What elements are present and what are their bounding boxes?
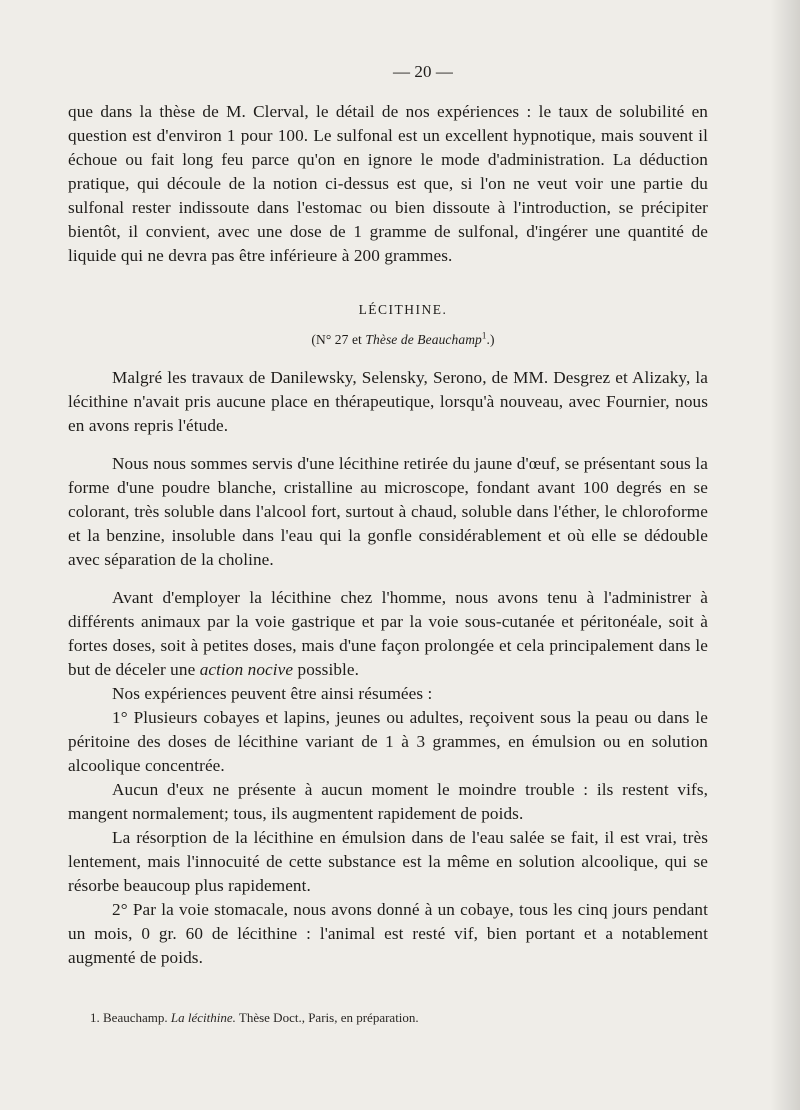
paragraph-intro: Malgré les travaux de Danilewsky, Selensky, Serono, de MM. Desgrez et Alizaky, la lécithine n'avait pris aucune place en thérapeutique, lorsqu'à nouveau, avec Fournier, nous en avons repris l'étude.	[68, 368, 708, 435]
paragraph-experiment-2: 2° Par la voie stomacale, nous avons donné à un cobaye, tous les cinq jours pendant un mois, 0 gr. 60 de lécithine : l'animal est resté vif, bien portant et a notablement augmenté de poids.	[68, 900, 708, 967]
footnote-title: La lécithine.	[170, 1010, 236, 1025]
footnote	[90, 1010, 710, 1026]
paragraph-method-start: Avant d'employer la lécithine chez l'homme, nous avons tenu à l'administrer à différents animaux par la voie gastrique et par la voie sous-cutanée et péritonéale, soit à fortes doses, soit à petites doses, mais d'une façon prolongée et cela principalement dans le but de déceler une	[68, 588, 708, 679]
page-number: — 20 —	[392, 62, 454, 81]
section-ref-prefix: (N° 27 et	[311, 332, 366, 347]
paragraph-summary-intro: Nos expériences peuvent être ainsi résumées :	[112, 684, 433, 703]
footnote-suffix: Thèse Doct., Paris, en préparation.	[235, 1010, 419, 1025]
paragraph-method-end: possible.	[293, 660, 360, 679]
paragraph-result-1: Aucun d'eux ne présente à aucun moment le moindre trouble : ils restent vifs, mangent normalement; tous, ils augmentent rapidement de poids.	[68, 780, 708, 823]
section-title: LÉCITHINE.	[358, 302, 448, 317]
paragraph-method-italic: action nocive	[199, 660, 294, 679]
paragraph-experiment-1: 1° Plusieurs cobayes et lapins, jeunes ou adultes, reçoivent sous la peau ou dans le péritoine des doses de lécithine variant de 1 à 3 grammes, en émulsion ou en solution alcoolique concentrée.	[68, 708, 708, 775]
section-ref-suffix: .)	[486, 332, 495, 347]
paragraph-resorption: La résorption de la lécithine en émulsion dans de l'eau salée se fait, il est vrai, très lentement, mais l'innocuité de cette substance est la même en solution alcoolique, qui se résorbe beaucoup plus rapidement.	[68, 828, 708, 895]
section-reference	[68, 328, 708, 352]
body-text	[68, 60, 708, 970]
footnote-prefix: 1. Beauchamp.	[90, 1010, 171, 1025]
paragraph-sulfonal: que dans la thèse de M. Clerval, le détail de nos expériences : le taux de solubilité en question est d'environ 1 pour 100. Le sulfonal est un excellent hypnotique, mais souvent il échoue ou fait long feu parce qu'on en ignore le mode d'administration. La déduction pratique, qui découle de la notion ci-dessus est que, si l'on ne veut voir une partie du sulfonal rester indissoute dans l'estomac ou bien dissoute à l'introduction, se précipiter bientôt, il convient, avec une dose de 1 gramme de sulfonal, d'ingérer une quantité de liquide qui ne devra pas être inférieure à 200 grammes.	[68, 102, 708, 265]
paragraph-description: Nous nous sommes servis d'une lécithine retirée du jaune d'œuf, se présentant sous la forme d'une poudre blanche, cristalline au microscope, fondant avant 100 degrés en se colorant, très soluble dans l'alcool fort, surtout à chaud, soluble dans l'éther, le chloroforme et la benzine, insoluble dans l'eau qui la gonfle considérablement et où elle se dédouble avec séparation de la choline.	[68, 454, 708, 569]
section-ref-thesis: Thèse de Beauchamp	[365, 332, 482, 347]
footnote-marker: 1	[481, 330, 487, 341]
paragraph-method	[68, 586, 708, 682]
page-edge-shadow	[770, 0, 800, 1110]
